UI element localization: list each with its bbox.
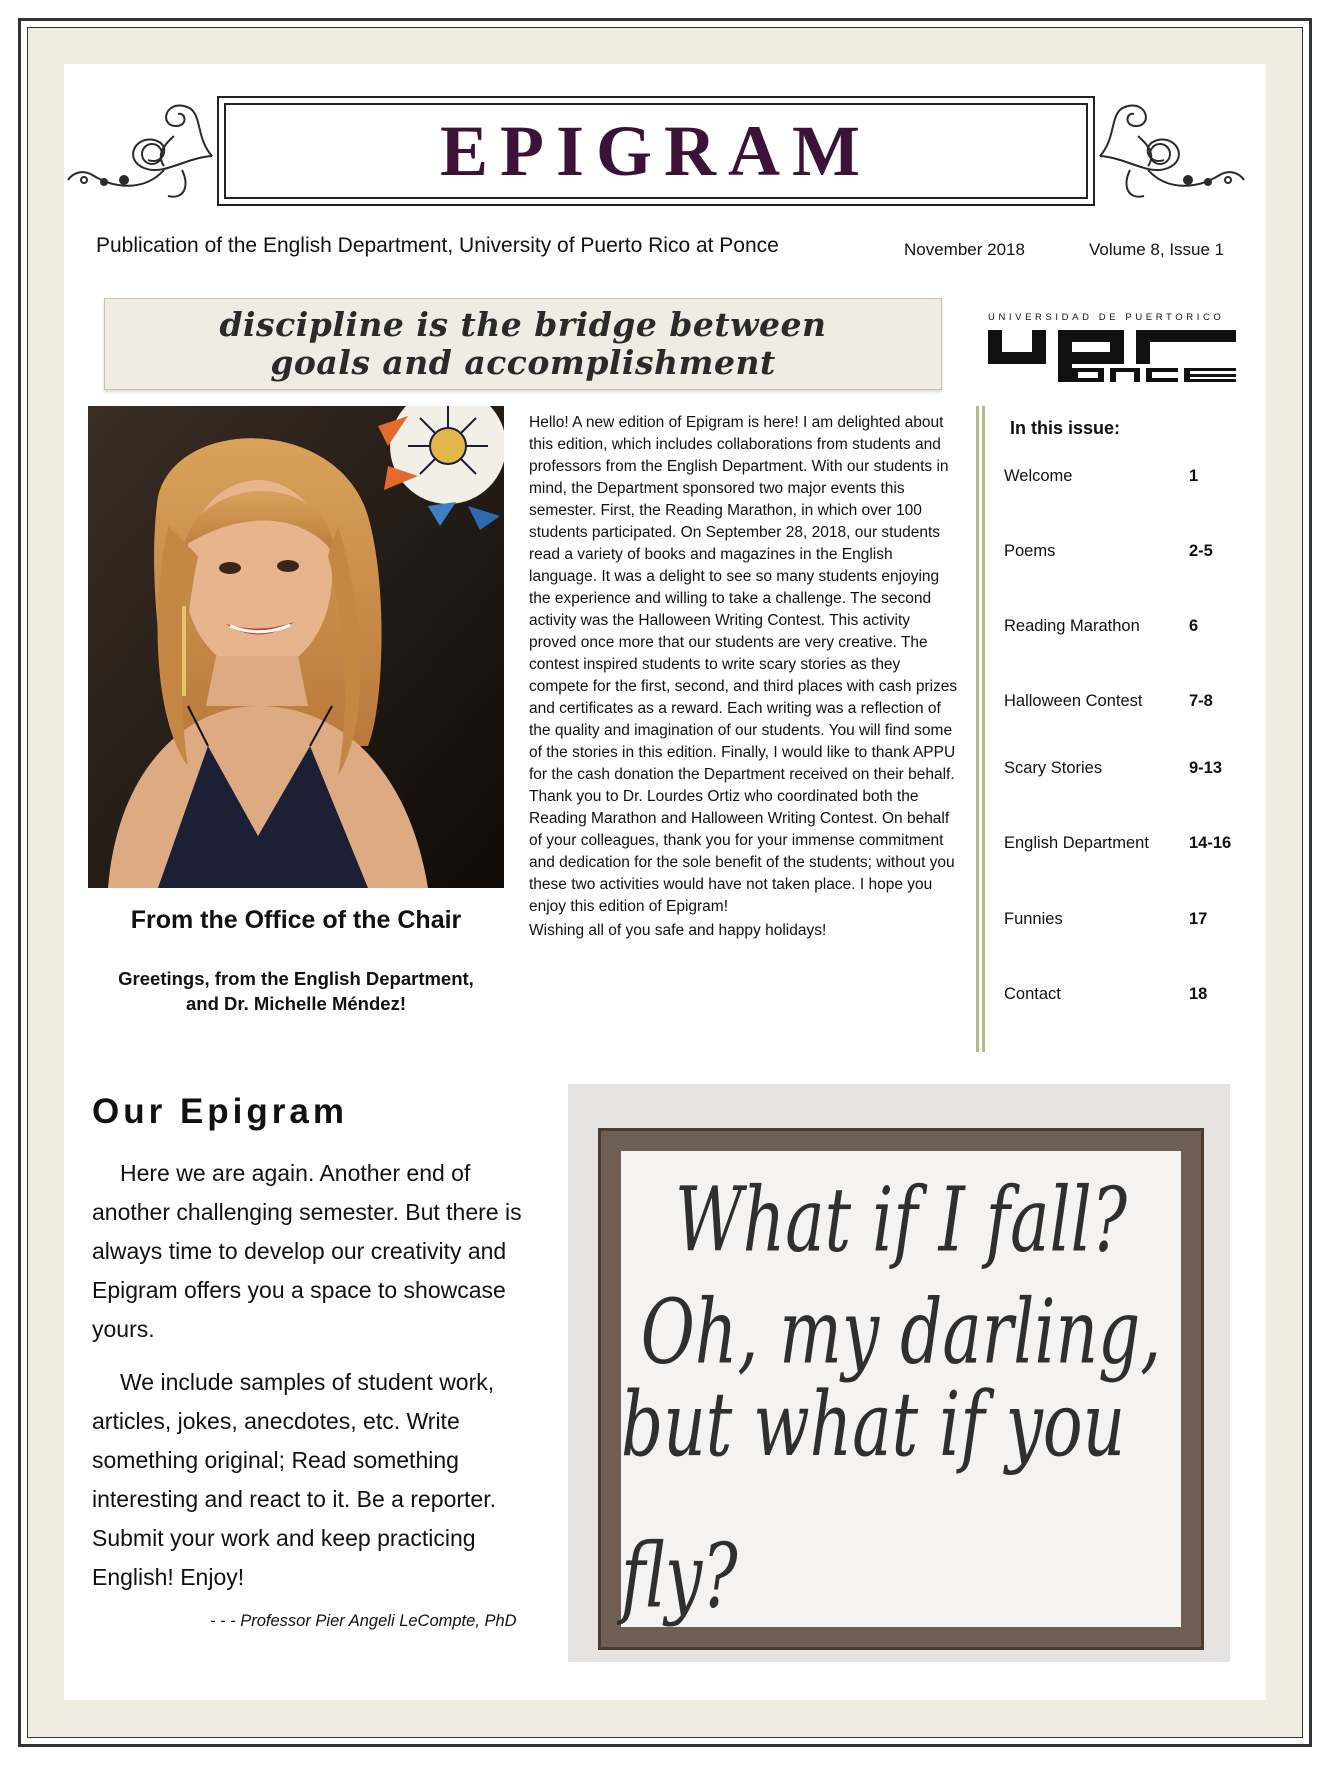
publication-description: Publication of the English Department, University of Puerto Rico at Ponce [96, 234, 779, 257]
portrait-illustration [88, 406, 504, 888]
sign-line-1: What if I fall? [674, 1168, 1128, 1273]
chair-letter [529, 412, 961, 942]
toc-page-contact: 18 [1189, 985, 1208, 1003]
toc-item-reading-marathon: Reading Marathon [1004, 617, 1140, 635]
greeting-line-1: Greetings, from the English Department, [118, 968, 474, 989]
chair-section-heading: From the Office of the Chair [130, 906, 462, 934]
our-epigram-title: Our Epigram [92, 1092, 348, 1131]
toc-page-halloween-contest: 7-8 [1189, 692, 1213, 710]
logo-caption: UNIVERSIDAD DE PUERTORICO [988, 312, 1225, 323]
our-epigram-paragraph-2: We include samples of student work, articles, jokes, anecdotes, etc. Write something original; Read something interesting and react to it. Be a reporter. Submit your work and keep practicing English! Enjoy! [92, 1369, 497, 1590]
toc-item-contact: Contact [1004, 985, 1061, 1003]
newsletter-title: EPIGRAM [440, 110, 872, 191]
upr-ponce-logo [988, 312, 1236, 388]
issue-volume: Volume 8, Issue 1 [1089, 240, 1225, 259]
masthead-frame [217, 96, 1095, 206]
greeting-line-2: and Dr. Michelle Méndez! [186, 993, 406, 1014]
toc-page-funnies: 17 [1189, 910, 1208, 928]
letter-closing: Wishing all of you safe and happy holidays! [529, 922, 827, 939]
sign-line-3: but what if you fly? [621, 1372, 1126, 1628]
toc-page-scary-stories: 9-13 [1189, 759, 1223, 777]
toc-title: In this issue: [1010, 418, 1121, 438]
our-epigram-paragraph-1: Here we are again. Another end of another challenging semester. But there is always time to develop our creativity and Epigram offers you a space to showcase yours. [92, 1160, 522, 1342]
toc-page-welcome: 1 [1189, 467, 1199, 485]
quote-sign-photo [568, 1084, 1230, 1662]
chair-greeting [88, 966, 504, 1016]
chair-portrait-photo [88, 406, 504, 888]
toc-page-poems: 2-5 [1189, 542, 1213, 560]
quote-banner [104, 298, 942, 390]
toc-page-reading-marathon: 6 [1189, 617, 1199, 635]
toc-item-funnies: Funnies [1004, 910, 1063, 928]
toc-item-english-department: English Department [1004, 834, 1149, 852]
our-epigram-body [92, 1154, 544, 1597]
left-flourish-ornament [64, 96, 214, 206]
letter-body: Hello! A new edition of Epigram is here! I am delighted about this edition, which includes collaborations from students and professors from the English Department. With our students in mind, the Department sponsored two major events this semester. First, the Reading Marathon, in which over 100 students participated. On September 28, 2018, our students read a variety of books and magazines in the English language. It was a delight to see so many students enjoying the experience and willing to take a challenge. The second activity was the Halloween Writing Contest. This activity proved once more that our students are very creative. The contest inspired students to write scary stories as they compete for the first, second, and third places with cash prizes and certificates as a reward. Each writing was a reflection of the quality and imagination of our students. You will find some of the stories in this edition. Finally, I would like to thank APPU for the cash donation the Department received on their behalf. Thank you to Dr. Lourdes Ortiz who coordinated both the Reading Marathon and Halloween Writing Contest. On behalf of your colleagues, thank you for your immense commitment and dedication for the sole benefit of the students; without you these two activities would have not taken place. I hope you enjoy this edition of Epigram! [529, 414, 958, 915]
toc-item-welcome: Welcome [1004, 467, 1073, 485]
sign-line-2: Oh, my darling, [640, 1280, 1162, 1385]
toc-item-poems: Poems [1004, 542, 1056, 560]
issue-date: November 2018 [904, 240, 1025, 259]
upr-logo-mark [988, 326, 1236, 386]
toc-item-halloween-contest: Halloween Contest [1004, 692, 1143, 710]
sign-board [621, 1151, 1181, 1627]
toc-page-english-department: 14-16 [1189, 834, 1232, 852]
toc-divider [976, 406, 985, 1052]
author-byline: - - - Professor Pier Angeli LeCompte, PhD [210, 1612, 517, 1630]
masthead-frame-inner [224, 103, 1088, 199]
right-flourish-ornament [1098, 96, 1248, 206]
sign-wood-frame [598, 1128, 1204, 1650]
quote-line-2: goals and accomplishment [270, 343, 776, 382]
quote-line-1: discipline is the bridge between [219, 305, 827, 344]
toc-item-scary-stories: Scary Stories [1004, 759, 1103, 777]
